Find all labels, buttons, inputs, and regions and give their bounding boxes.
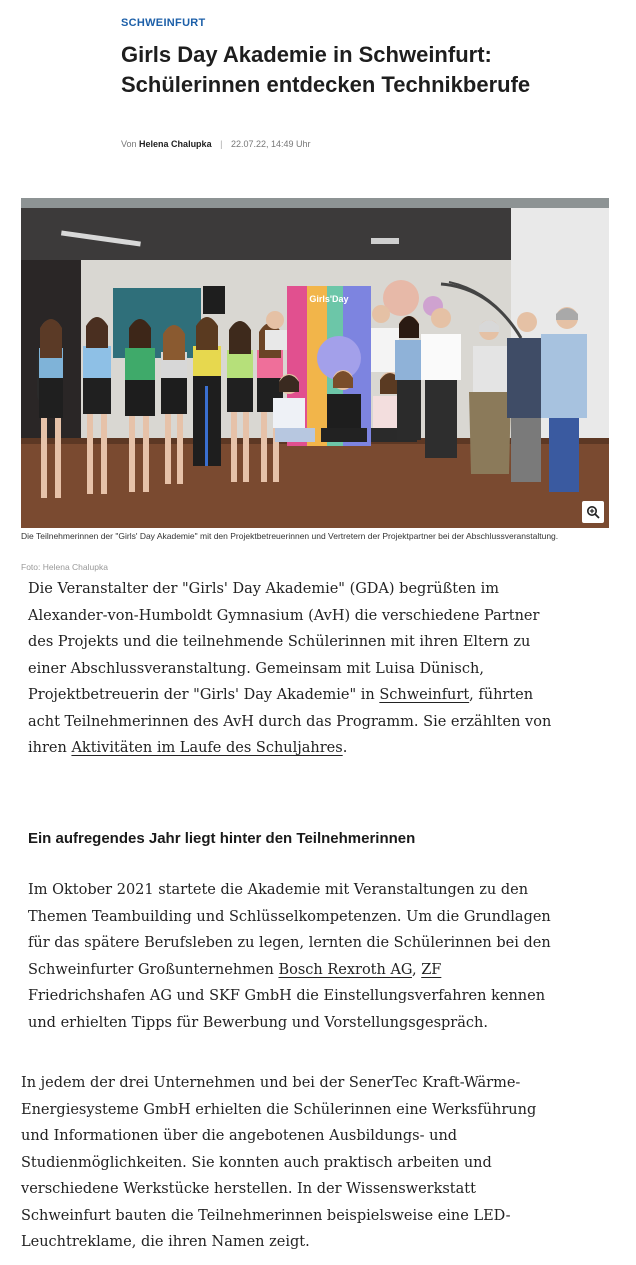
p2-text-3: Friedrichshafen AG und SKF GmbH die Einstellungsverfahren kennen und erhielten Tipps für Bewerbung und Vorstellungsgespräch. bbox=[28, 988, 546, 1031]
link-bosch-rexroth[interactable]: Bosch Rexroth AG bbox=[278, 961, 412, 978]
p2-text-1: Im Oktober 2021 startete die Akademie mit Veranstaltungen zu den Themen Teambuilding und Schlüsselkompetenzen. Um die Grundlagen für das spätere Berufsleben zu legen, lernten die Schülerinnen bei den Schweinfurter Großunternehmen bbox=[28, 882, 551, 978]
article-image[interactable] bbox=[21, 198, 609, 528]
group-photo bbox=[21, 198, 609, 528]
paragraph-intro bbox=[28, 576, 558, 762]
link-aktivitaeten[interactable]: Aktivitäten im Laufe des Schuljahres bbox=[71, 740, 343, 756]
byline-separator: | bbox=[220, 139, 223, 149]
banner-text: Girls'Day bbox=[309, 294, 349, 304]
author-name[interactable]: Helena Chalupka bbox=[139, 139, 212, 149]
zoom-in-icon bbox=[586, 505, 600, 519]
p1-text-3: . bbox=[342, 740, 348, 756]
p1-text-2: , führten acht Teilnehmerinnen des AvH durch das Programm. Sie erzählten von ihren bbox=[28, 687, 552, 756]
paragraph-october bbox=[28, 877, 558, 1036]
category-kicker[interactable]: SCHWEINFURT bbox=[121, 17, 206, 29]
p2-text-2: , bbox=[411, 961, 422, 978]
p1-text-1: Die Veranstalter der "Girls' Day Akademie" (GDA) begrüßten im Alexander-von-Humboldt Gymnasium (AvH) die verschiedene Partner des Projekts und die teilnehmende Schülerinnen mit ihren Eltern zu einer Abschlussveranstaltung. Gemeinsam mit Luisa Dünisch, Projektbetreuerin der "Girls' Day Akademie" in bbox=[28, 581, 540, 703]
link-schweinfurt[interactable]: Schweinfurt bbox=[379, 687, 470, 703]
publish-datetime: 22.07.22, 14:49 Uhr bbox=[230, 139, 311, 149]
byline-prefix: Von bbox=[121, 139, 137, 149]
image-caption: Die Teilnehmerinnen der "Girls' Day Akademie" mit den Projektbetreuerinnen und Vertretern der Projektpartner bei der Abschlussveranstaltung. bbox=[21, 531, 559, 541]
section-subheading: Ein aufregendes Jahr liegt hinter den Teilnehmerinnen bbox=[28, 830, 416, 847]
paragraph-companies: In jedem der drei Unternehmen und bei der SenerTec Kraft-Wärme-Energiesysteme GmbH erhielten die Schülerinnen eine Werksführung und Informationen über die angebotenen Ausbildungs- und Studienmöglichkeiten. Sie konnten auch praktisch arbeiten und verschiedene Werkstücke herstellen. In der Wissenswerkstatt Schweinfurt bauten die Teilnehmerinnen beispielsweise eine LED-Leuchtreklame, die ihren Namen zeigt. bbox=[21, 1075, 537, 1250]
image-credit: Foto: Helena Chalupka bbox=[21, 562, 108, 572]
link-zf[interactable]: ZF bbox=[421, 961, 442, 978]
zoom-button[interactable] bbox=[582, 501, 604, 523]
byline bbox=[121, 139, 311, 149]
article-title: Girls Day Akademie in Schweinfurt: Schülerinnen entdecken Technikberufe bbox=[121, 42, 531, 97]
